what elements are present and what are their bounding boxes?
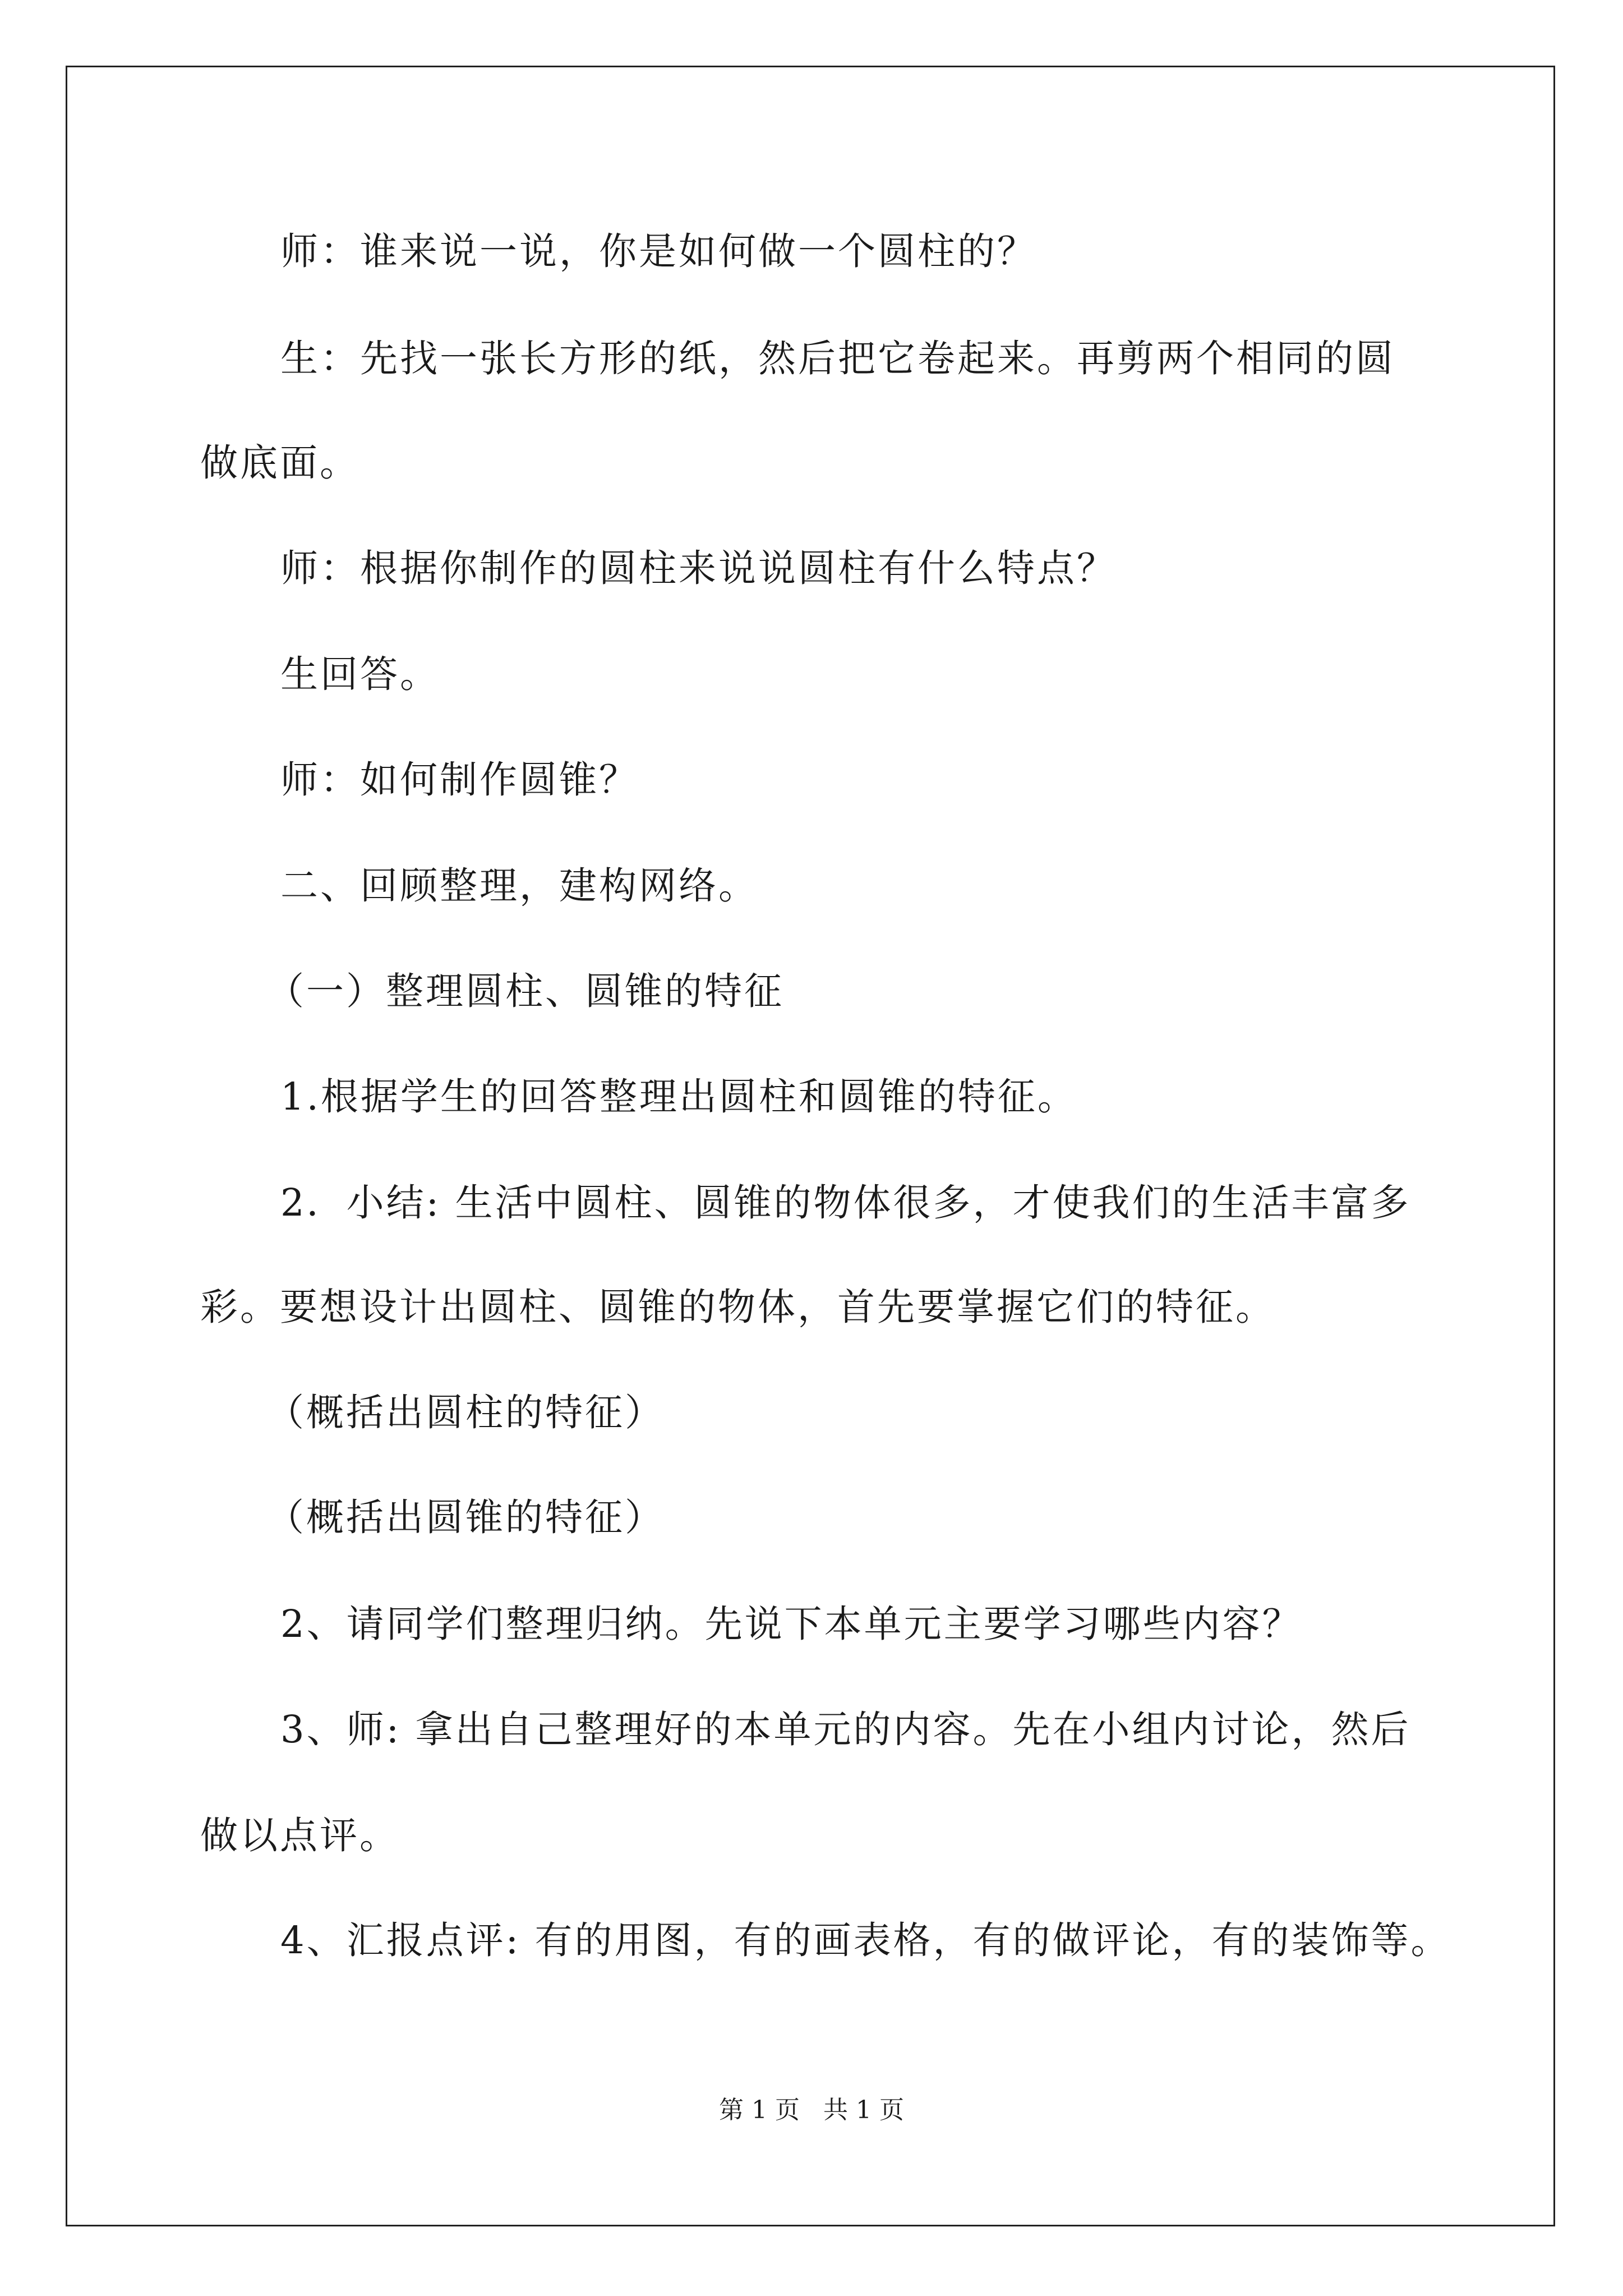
paragraph-line: 师：根据你制作的圆柱来说说圆柱有什么特点？ xyxy=(280,546,1117,590)
paragraph-line: 师：谁来说一说，你是如何做一个圆柱的？ xyxy=(280,229,1037,273)
paragraph-line: 做底面。 xyxy=(200,441,359,485)
paragraph-line: 4、汇报点评: 有的用图，有的画表格，有的做评论，有的装饰等。 xyxy=(280,1918,1451,1962)
section-heading: 二、回顾整理，建构网络。 xyxy=(280,864,758,908)
paragraph-line: 师：如何制作圆锥？ xyxy=(280,758,639,802)
paragraph-line: （概括出圆锥的特征） xyxy=(266,1496,665,1539)
paragraph-line: （概括出圆柱的特征） xyxy=(266,1391,665,1434)
page-number-footer: 第 1 页 共 1 页 xyxy=(719,2096,904,2124)
paragraph-line: 2．小结: 生活中圆柱、圆锥的物体很多，才使我们的生活丰富多 xyxy=(280,1181,1411,1225)
paragraph-line: 生：先找一张长方形的纸，然后把它卷起来。再剪两个相同的圆 xyxy=(280,337,1395,380)
paragraph-line: 1.根据学生的回答整理出圆柱和圆锥的特征。 xyxy=(280,1075,1077,1119)
subsection-heading: （一）整理圆柱、圆锥的特征 xyxy=(266,969,784,1013)
paragraph-line: 2、请同学们整理归纳。先说下本单元主要学习哪些内容？ xyxy=(280,1602,1302,1646)
paragraph-line: 3、师: 拿出自己整理好的本单元的内容。先在小组内讨论，然后 xyxy=(280,1708,1411,1751)
paragraph-line: 生回答。 xyxy=(280,652,440,696)
page-border xyxy=(66,66,1555,2226)
paragraph-line: 彩。要想设计出圆柱、圆锥的物体，首先要掌握它们的特征。 xyxy=(200,1285,1275,1329)
paragraph-line: 做以点评。 xyxy=(200,1814,399,1857)
